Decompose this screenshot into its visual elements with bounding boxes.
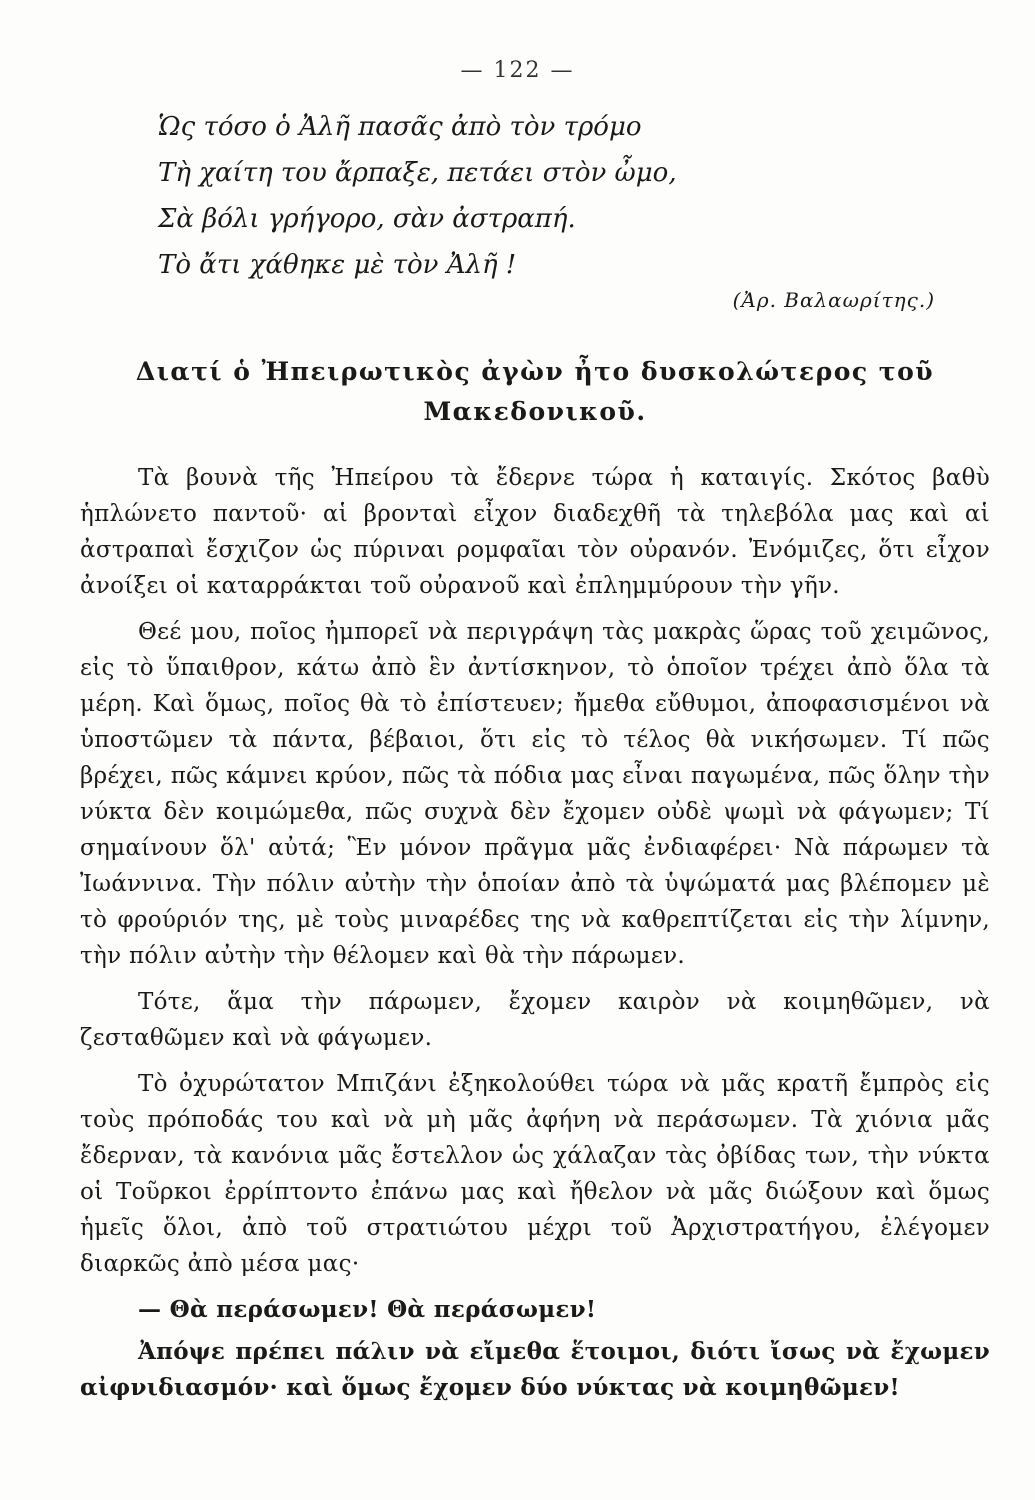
paragraph: Τὰ βουνὰ τῆς Ἠπείρου τὰ ἔδερνε τώρα ἡ καταιγίς. Σκότος βαθὺ ἡπλώνετο παντοῦ· αἱ βρονταὶ εἶχον διαδεχθῆ τὰ τηλεβόλα μας καὶ αἱ ἀστραπαὶ ἔσχιζον ὡς πύριναι ρομφαῖαι τὸν οὐρανόν. Ἐνόμιζες, ὅτι εἶχον ἀνοίξει οἱ καταρράκται τοῦ οὐρανοῦ καὶ ἐπλημμύρουν τὴν γῆν. xyxy=(80,465,990,599)
page-number: — 122 — xyxy=(460,58,575,83)
poem-line: Τὸ ἄτι χάθηκε μὲ τὸν Ἀλῆ ! xyxy=(158,250,517,280)
dialogue-line: — Θὰ περάσωμεν! Θὰ περάσωμεν! xyxy=(138,1296,597,1323)
poem-line: Ὡς τόσο ὁ Ἀλῆ πασᾶς ἀπὸ τὸν τρόμο xyxy=(158,112,642,142)
body-text xyxy=(80,460,990,1416)
poem-attribution: (Ἀρ. Βαλαωρίτης.) xyxy=(732,288,935,312)
paragraph: Ἀπόψε πρέπει πάλιν νὰ εἴμεθα ἕτοιμοι, διότι ἴσως νὰ ἔχωμεν αἰφνιδιασμόν· καὶ ὅμως ἔχομεν δύο νύκτας νὰ κοιμηθῶμεν! xyxy=(80,1338,990,1401)
poem-line: Σὰ βόλι γρήγορο, σὰν ἀστραπή. xyxy=(158,204,576,234)
poem-line: Τὴ χαίτη του ἄρπαξε, πετάει στὸν ὦμο, xyxy=(158,158,677,188)
section-title: Διατί ὁ Ἠπειρωτικὸς ἀγὼν ἦτο δυσκολώτερος τοῦ Μακεδονικοῦ. xyxy=(135,357,935,426)
poem-excerpt xyxy=(158,104,878,288)
paragraph: Θεέ μου, ποῖος ἠμπορεῖ νὰ περιγράψη τὰς μακρὰς ὥρας τοῦ χειμῶνος, εἰς τὸ ὕπαιθρον, κάτω ἀπὸ ἓν ἀντίσκηνον, τὸ ὁποῖον τρέχει ἀπὸ ὅλα τὰ μέρη. Καὶ ὅμως, ποῖος θὰ τὸ ἐπίστευεν; ἤμεθα εὔθυμοι, ἀποφασισμένοι νὰ ὑποστῶμεν τὰ πάντα, βέβαιοι, ὅτι εἰς τὸ τέλος θὰ νικήσωμεν. Τί πῶς βρέχει, πῶς κάμνει κρύον, πῶς τὰ πόδια μας εἶναι παγωμένα, πῶς ὅλην τὴν νύκτα δὲν κοιμώμεθα, πῶς συχνὰ δὲν ἔχομεν οὐδὲ ψωμὶ νὰ φάγωμεν; Τί σημαίνουν ὅλ' αὐτά; Ἓν μόνον πρᾶγμα μᾶς ἐνδιαφέρει· Νὰ πάρωμεν τὰ Ἰωάννινα. Τὴν πόλιν αὐτὴν τὴν ὁποίαν ἀπὸ τὰ ὑψώματά μας βλέπομεν μὲ τὸ φρούριόν της, μὲ τοὺς μιναρέδες της νὰ καθρεπτίζεται εἰς τὴν λίμνην, τὴν πόλιν αὐτὴν τὴν θέλομεν καὶ θὰ τὴν πάρωμεν. xyxy=(80,619,990,969)
paragraph: Τὸ ὀχυρώτατον Μπιζάνι ἐξηκολούθει τώρα νὰ μᾶς κρατῆ ἔμπρὸς εἰς τοὺς πρόποδάς του καὶ νὰ μὴ μᾶς ἀφήνη νὰ περάσωμεν. Τὰ χιόνια μᾶς ἔδερναν, τὰ κανόνια μᾶς ἔστελλον ὡς χάλαζαν τὰς ὀβίδας των, τὴν νύκτα οἱ Τοῦρκοι ἐρρίπτοντο ἐπάνω μας καὶ ἤθελον νὰ μᾶς διώξουν καὶ ὅμως ἡμεῖς ὅλοι, ἀπὸ τοῦ στρατιώτου μέχρι τοῦ Ἀρχιστρατήγου, ἐλέγομεν διαρκῶς ἀπὸ μέσα μας· xyxy=(80,1071,990,1277)
paragraph: Τότε, ἅμα τὴν πάρωμεν, ἔχομεν καιρὸν νὰ κοιμηθῶμεν, νὰ ζεσταθῶμεν καὶ νὰ φάγωμεν. xyxy=(80,989,990,1051)
